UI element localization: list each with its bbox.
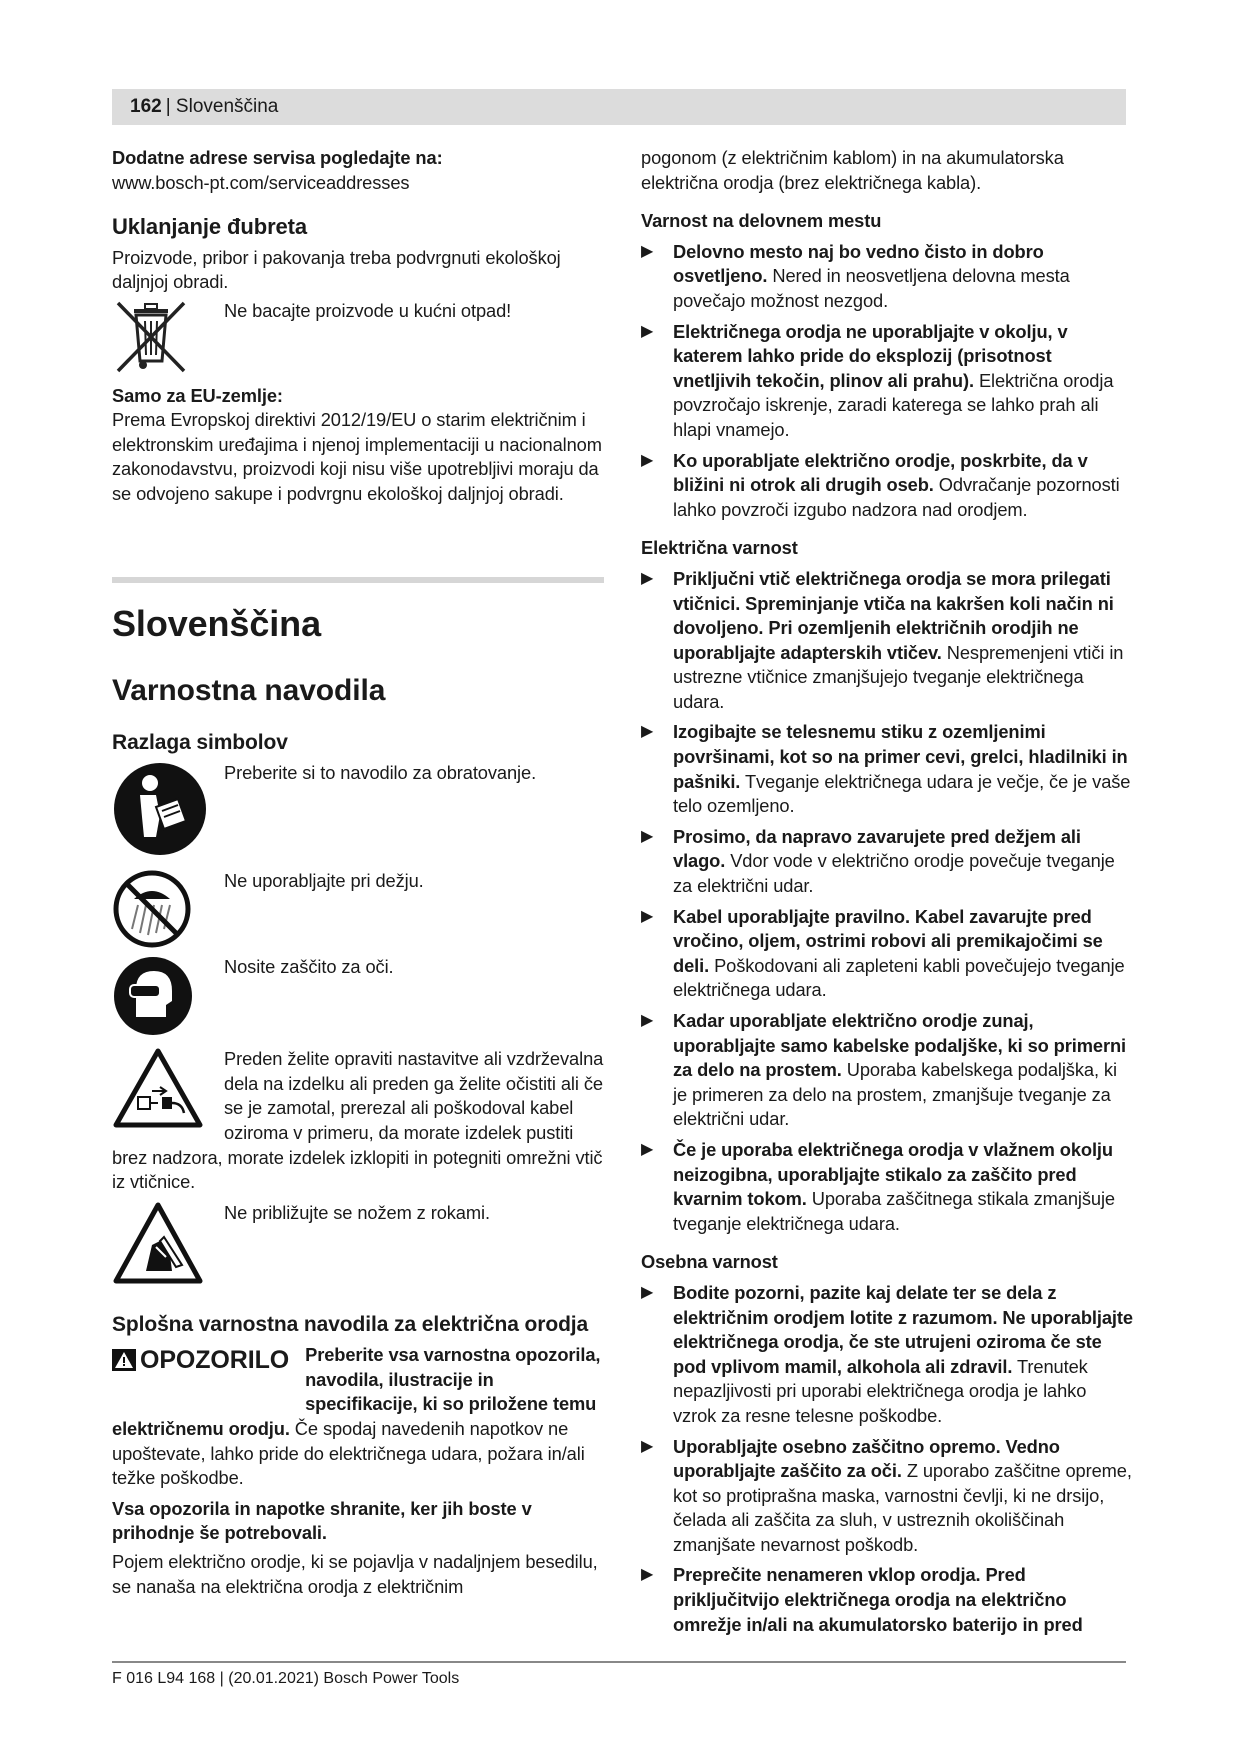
warning-text: Če spodaj navedenih napotkov ne upoštevate, lahko pride do električnega udara, požara in/ali težke poškodbe. bbox=[112, 1418, 585, 1489]
list-item: ▶ Prosimo, da napravo zavarujete pred dežjem ali vlago. Vdor vode v električno orodje povečuje tveganje za električni udar. bbox=[641, 825, 1133, 899]
list-item: ▶ Izogibajte se telesnemu stiku z ozemljenimi površinami, kot so na primer cevi, grelci, hladilniki in pašniki. Tveganje električnega udara je večje, če je vaše telo ozemljeno. bbox=[641, 720, 1133, 818]
list-item: ▶ Če je uporaba električnega orodja v vlažnem okolju neizogibna, uporabljajte stikalo za zaščito pred kvarnim tokom. Uporaba zaščitnega stikala zmanjšuje tveganje električnega udara. bbox=[641, 1138, 1133, 1236]
bullet-arrow-icon: ▶ bbox=[641, 242, 654, 260]
list-item: ▶ Delovno mesto naj bo vedno čisto in dobro osvetljeno. Nered in neosvetljena delovna mesta povečajo možnost nezgod. bbox=[641, 240, 1133, 314]
warning-label-text: OPOZORILO bbox=[140, 1346, 290, 1375]
bullet-arrow-icon: ▶ bbox=[641, 322, 654, 340]
symbol-eyes-text: Nosite zaščito za oči. bbox=[224, 956, 394, 978]
bullet-arrow-icon: ▶ bbox=[641, 451, 654, 469]
electric-safety-list bbox=[641, 567, 1133, 1236]
warning-triangle-icon bbox=[112, 1349, 136, 1371]
bullet-arrow-icon: ▶ bbox=[641, 723, 654, 741]
work-safety-heading: Varnost na delovnem mestu bbox=[641, 210, 882, 232]
eu-text: Prema Evropskoj direktivi 2012/19/EU o starim električnim i elektronskim uređajima i njenoj implementaciji u nacionalnom zakonodavstvu, proizvodi koji nisu više upotrebljivi moraju da se odvojeno sakupe i podvrgnu ekološkoj daljnjoj obradi. bbox=[112, 409, 602, 504]
bullet-arrow-icon: ▶ bbox=[641, 907, 654, 925]
eu-heading: Samo za EU-zemlje: bbox=[112, 384, 283, 406]
symbol-row-rain bbox=[112, 869, 604, 955]
symbol-row-read bbox=[112, 761, 604, 861]
term-text: Pojem električno orodje, ki se pojavlja v nadaljnjem besedilu, se nanaša na električna orodja z električnim bbox=[112, 1551, 598, 1597]
bullet-arrow-icon: ▶ bbox=[641, 569, 654, 587]
service-url: www.bosch-pt.com/serviceaddresses bbox=[112, 171, 410, 193]
eye-protection-icon bbox=[112, 955, 212, 1044]
bullet-arrow-icon: ▶ bbox=[641, 1140, 654, 1158]
bullet-arrow-icon: ▶ bbox=[641, 1437, 654, 1455]
electric-safety-heading: Električna varnost bbox=[641, 537, 798, 559]
read-manual-icon bbox=[112, 761, 212, 864]
personal-safety-heading: Osebna varnost bbox=[641, 1251, 778, 1273]
term-continued: pogonom (z električnim kablom) in na akumulatorska električna orodja (brez električnega kabla). bbox=[641, 147, 1064, 193]
symbol-row-eyes bbox=[112, 955, 604, 1045]
keep-instructions: Vsa opozorila in napotke shranite, ker jih boste v prihodnje še potrebovali. bbox=[112, 1497, 532, 1544]
personal-safety-list bbox=[641, 1281, 1133, 1637]
disposal-bin-text: Ne bacajte proizvode u kućni otpad! bbox=[224, 299, 512, 321]
work-safety-list bbox=[641, 240, 1133, 523]
symbol-rain-text: Ne uporabljajte pri dežju. bbox=[224, 870, 424, 892]
language-title: Slovenščina bbox=[112, 602, 321, 644]
header-language: Slovenščina bbox=[175, 96, 279, 117]
list-item: ▶ Ko uporabljate električno orodje, poskrbite, da v bližini ni otrok ali drugih oseb. Odvračanje pozornosti lahko povzroči izgubo nadzora nad orodjem. bbox=[641, 449, 1133, 523]
disposal-heading: Uklanjanje đubreta bbox=[112, 214, 308, 240]
warning-label bbox=[112, 1345, 289, 1395]
bullet-arrow-icon: ▶ bbox=[641, 1283, 654, 1301]
list-item: ▶ Kabel uporabljajte pravilno. Kabel zavarujte pred vročino, oljem, ostrimi robovi ali premikajočimi se deli. Poškodovani ali zapleteni kabli povečujejo tveganje električnega udara. bbox=[641, 905, 1133, 1003]
symbol-knife-text: Ne približujte se nožem z rokami. bbox=[224, 1201, 490, 1223]
list-item: ▶ Preprečite nenameren vklop orodja. Pred priključitvijo električnega orodja na električno omrežje in/ali na akumulatorsko baterijo in pred bbox=[641, 1563, 1133, 1637]
unplug-warning-icon bbox=[112, 1047, 212, 1139]
warning-block bbox=[112, 1343, 604, 1491]
list-item: ▶ Električnega orodja ne uporabljajte v okolju, v katerem lahko pride do eksplozij (prisotnost vnetljivih tekočin, plinov ali prahu). Električna orodja povzročajo iskrenje, zaradi katerega se lahko prah ali hlapi vnamejo. bbox=[641, 320, 1133, 443]
symbol-read-text: Preberite si to navodilo za obratovanje. bbox=[224, 762, 537, 784]
symbol-row-knife bbox=[112, 1201, 604, 1301]
list-item: ▶ Uporabljajte osebno zaščitno opremo. Vedno uporabljajte zaščito za oči. Z uporabo zaščitne opreme, kot so protiprašna maska, varnostni čevlji, ki ne drsijo, čelada ali zaščita za sluh, v ustreznih okoliščinah zmanjšate nevarnost poškodb. bbox=[641, 1435, 1133, 1558]
list-item: ▶ Bodite pozorni, pazite kaj delate ter se dela z električnim orodjem lotite z razumom. Ne uporabljajte električnega orodja, če ste utrujeni oziroma če ste pod vplivom mamil, alkohola ali zdravil. Trenutek nepazljivosti pri uporabi električnega orodja je lahko vzrok za resne telesne poškodbe. bbox=[641, 1281, 1133, 1429]
disposal-text: Proizvode, pribor i pakovanja treba podvrgnuti ekološkoj daljnjoj obradi. bbox=[112, 246, 561, 293]
page-header: 162 | Slovenščina bbox=[112, 89, 1126, 125]
service-heading: Dodatne adrese servisa pogledajte na: bbox=[112, 147, 443, 168]
list-item: ▶ Kadar uporabljate električno orodje zunaj, uporabljajte samo kabelske podaljške, ki so primerni za delo na prostem. Uporaba kabelskega podaljška, ki je primeren za delo na prostem, zmanjšuje tveganje za električni udar. bbox=[641, 1009, 1133, 1132]
footer-divider bbox=[112, 1661, 1126, 1663]
right-column bbox=[641, 146, 1133, 1637]
symbols-title: Razlaga simbolov bbox=[112, 730, 288, 754]
bullet-arrow-icon: ▶ bbox=[641, 1566, 654, 1584]
no-rain-icon bbox=[112, 869, 212, 956]
warning-bold-text: Preberite vsa varnostna opozorila, navodila, ilustracije in specifikacije, ki so priložene temu električnemu orodju. bbox=[112, 1344, 601, 1440]
list-item: ▶ Priključni vtič električnega orodja se mora prilegati vtičnici. Spreminjanje vtiča na kakršen koli način ni dovoljeno. Pri ozemljenih električnih orodjih ne uporabljajte adapterskih vtičev. Nespremenjeni vtiči in ustrezne vtičnice zmanjšujejo tveganje električnega udara. bbox=[641, 567, 1133, 715]
disposal-symbol-row bbox=[112, 299, 604, 380]
section-divider bbox=[112, 577, 604, 583]
symbol-unplug-text: Preden želite opraviti nastavitve ali vzdrževalna dela na izdelku ali preden ga želite očistiti ali če se je zamotal, prerezal ali poškodoval kabel oziroma v primeru, da morate izdelek pustiti brez nadzora, morate izdelek izklopiti in potegniti omrežni vtič iz vtičnice. bbox=[112, 1048, 604, 1193]
bullet-arrow-icon: ▶ bbox=[641, 1012, 654, 1029]
page-number: 162 bbox=[130, 96, 162, 117]
left-column bbox=[112, 146, 604, 1599]
bullet-arrow-icon: ▶ bbox=[641, 827, 654, 845]
safety-title: Varnostna navodila bbox=[112, 673, 386, 707]
hand-knife-warning-icon bbox=[112, 1201, 212, 1292]
page-footer: F 016 L94 168 | (20.01.2021) Bosch Power Tools bbox=[112, 1670, 460, 1687]
symbol-row-unplug bbox=[112, 1047, 604, 1195]
general-safety-title: Splošna varnostna navodila za električna orodja bbox=[112, 1312, 589, 1336]
crossed-bin-icon bbox=[112, 299, 212, 380]
